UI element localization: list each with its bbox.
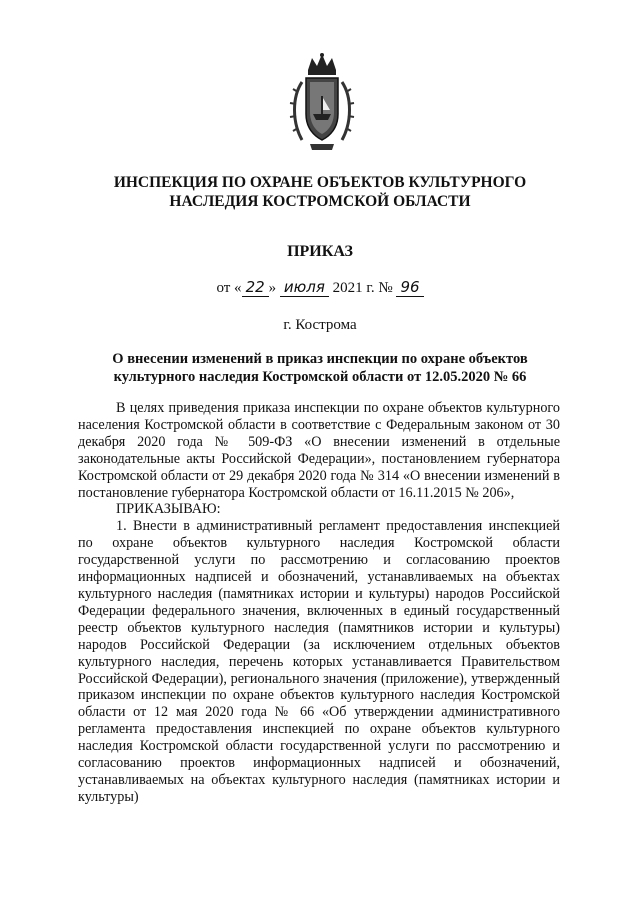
order-word: ПРИКАЗЫВАЮ:	[116, 501, 221, 518]
order-number: 96	[396, 278, 423, 297]
city: г. Кострома	[283, 317, 357, 333]
date-year: 2021 г. №	[332, 280, 393, 296]
order-body	[78, 400, 560, 806]
date-day: 22	[242, 278, 269, 297]
date-month: июля	[280, 278, 329, 297]
organization-line-1: ИНСПЕКЦИЯ ПО ОХРАНЕ ОБЪЕКТОВ КУЛЬТУРНОГО	[113, 174, 527, 191]
organization-header	[60, 173, 580, 211]
subject-line-1: О внесении изменений в приказ инспекции по охране объектов	[112, 351, 528, 367]
order-title: ПРИКАЗ	[287, 243, 353, 260]
order-date-line	[0, 278, 640, 297]
date-mid: »	[268, 280, 277, 296]
subject-line-2: культурного наследия Костромской области от 12.05.2020 № 66	[113, 369, 527, 385]
order-subject	[90, 350, 550, 386]
item-1-paragraph: 1. Внести в административный регламент предоставления инспекцией по охране объектов культурного наследия Костромской области государственной услуги по рассмотрению и согласованию проектов информационных надписей и обозначений, устанавливаемых на объектах культурного наследия (памятниках истории и культуры) народов Российской Федерации федерального значения, включенных в единый государственный реестр объектов культурного наследия (памятников истории и культуры) народов Российской Федерации (за исключением отдельных объектов культурного наследия, перечень которых устанавливается Правительством Российской Федерации), регионального значения (приложение), утвержденный приказом инспекции по охране объектов культурного наследия Костромской области от 12 мая 2020 года № 66 «Об утверждении административного регламента предоставления инспекцией по охране объектов культурного наследия Костромской области государственной услуги по рассмотрению и согласованию проектов информационных надписей и обозначений, устанавливаемых на объектах культурного наследия (памятниках истории и культуры)	[78, 518, 560, 805]
date-prefix: от «	[216, 280, 242, 296]
preamble-paragraph: В целях приведения приказа инспекции по охране объектов культурного населения Костромской области в соответствие с Федеральным законом от 30 декабря 2020 года № 509-ФЗ «О внесении изменений в отдельные законодательные акты Российской Федерации», постановлением губернатора Костромской области от 29 декабря 2020 года № 314 «О внесении изменений в постановление губернатора Костромской области от 16.11.2015 № 206»,	[78, 400, 560, 501]
organization-line-2: НАСЛЕДИЯ КОСТРОМСКОЙ ОБЛАСТИ	[169, 193, 471, 210]
coat-of-arms-icon	[288, 52, 356, 154]
